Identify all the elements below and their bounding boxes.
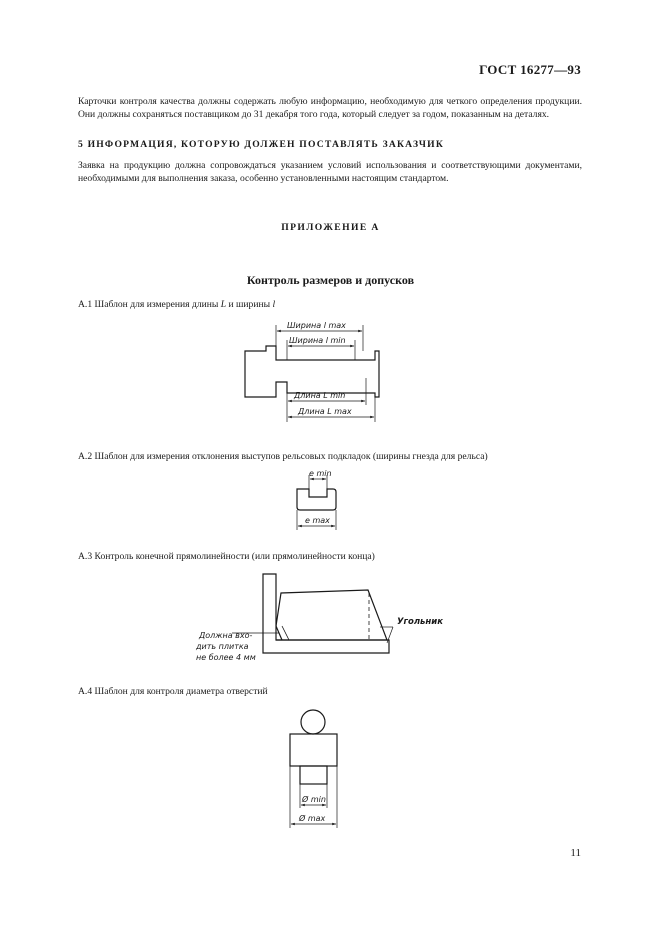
appendix-label: ПРИЛОЖЕНИЕ А: [281, 222, 380, 233]
paragraph-quality-cards: Карточки контроля качества должны содержать любую информацию, необходимую для четкого определения продукции. Они должны сохраняться поставщиком до 31 декабря того года, который следует за годом, показанным на деталях.: [78, 96, 582, 120]
label-tile-note-line3: не более 4 мм: [196, 653, 256, 662]
label-length-min: Длина L min: [294, 391, 346, 400]
figure-a4-drawing: [290, 710, 337, 828]
section-5-title: 5 ИНФОРМАЦИЯ, КОТОРУЮ ДОЛЖЕН ПОСТАВЛЯТЬ ЗАКАЗЧИК: [78, 139, 444, 150]
label-width-max: Ширина l max: [287, 321, 346, 330]
figure-a1-caption-prefix: А.1 Шаблон для измерения длины: [78, 299, 219, 310]
document-header-standard: ГОСТ 16277—93: [479, 62, 581, 77]
label-tile-note-line2: дить плитка: [196, 642, 249, 651]
figure-a2-caption: А.2 Шаблон для измерения отклонения выступов рельсовых подкладок (ширины гнезда для рельса): [78, 451, 488, 462]
label-e-max: e max: [305, 516, 330, 525]
section-5-text: Заявка на продукцию должна сопровождаться указанием условий использования и соответствующими документами, необходимыми для выполнения заказа, особенно установленными настоящим стандартом.: [78, 160, 582, 184]
label-width-min: Ширина l min: [289, 336, 346, 345]
figure-a1-caption-L: L: [220, 299, 227, 310]
label-tile-note-line1: Должна вхо-: [199, 631, 253, 640]
figure-a1-caption-and: и ширины: [228, 299, 271, 310]
figure-a3-caption: А.3 Контроль конечной прямолинейности (или прямолинейности конца): [78, 551, 375, 562]
appendix-title: Контроль размеров и допусков: [246, 273, 415, 287]
label-square: Угольник: [397, 617, 444, 627]
label-diameter-min: Ø min: [302, 795, 326, 804]
figure-a3-drawing: [232, 574, 393, 653]
figure-a1-caption-l: l: [272, 299, 276, 310]
figure-a4-caption: А.4 Шаблон для контроля диаметра отверстий: [78, 686, 268, 697]
page-number: 11: [570, 847, 581, 859]
label-diameter-max: Ø max: [299, 814, 326, 823]
label-length-max: Длина L max: [298, 407, 352, 416]
label-e-min: e min: [309, 469, 332, 478]
